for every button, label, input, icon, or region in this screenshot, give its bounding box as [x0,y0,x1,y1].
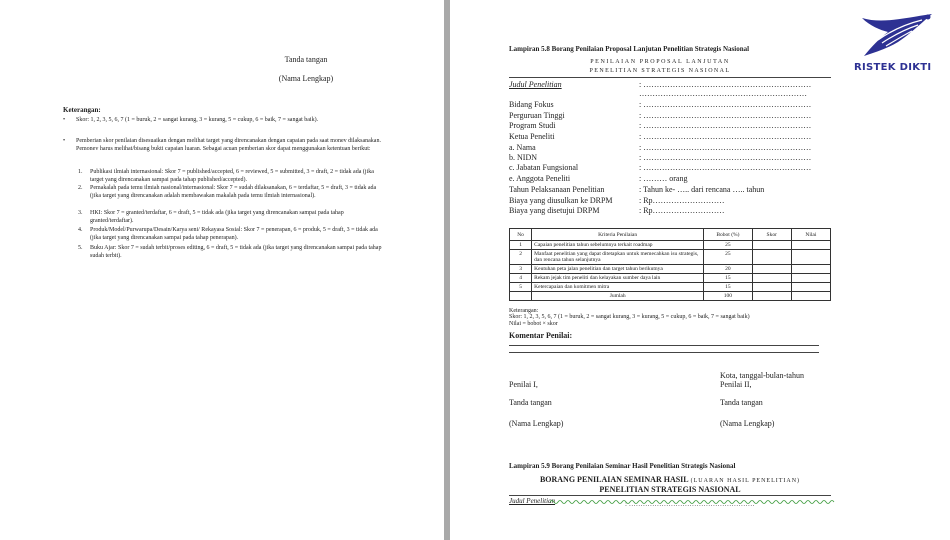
note-item: Pemberian skor penilaian disesuaikan dengan melihat target yang direncanakan dengan capaian pada saat monev dilaksanakan. Pemonev harus melihat/bisang bukti capaian luaran. Sebagai acuan pemberian skor dapat menggunakan ketentuan berikut: [76,138,381,152]
form-title-line-1: PENILAIAN PROPOSAL LANJUTAN [590,59,730,65]
cell-empty [752,292,791,301]
table-header-row [510,229,831,241]
sub-note-item: HKI: Skor 7 = granted/terdaftar, 6 = draft, 5 = tidak ada (jika target yang direncanakan sampai pada tahap granted/terdaftar). [90,210,344,224]
table-row [510,265,831,274]
reviewer-2-signature: Tanda tangan [720,398,763,407]
divider [509,77,831,78]
cell-empty [510,292,532,301]
column-header-skor: Skor [752,229,791,241]
cell-kriteria: Rekam jejak tim peneliti dan kelayakan sumber daya lain [532,274,704,283]
field-biaya-disetujui: Biaya yang disetujui DRPM : Rp……………………… [509,206,725,215]
sub-note-item: Buku Ajar: Skor 7 = sudah terbit/proses editing, 6 = draft, 5 = tidak ada (jika target yang direncanakan sampai pada tahap sudah terbit). [90,245,382,259]
field-judul-continued: ……………………………………………………… [639,89,807,98]
cell-nilai[interactable] [791,274,830,283]
cell-nilai[interactable] [791,265,830,274]
reviewer-1-name: (Nama Lengkap) [509,419,564,428]
table-row [510,241,831,250]
column-header-no: No [510,229,532,241]
table-row [510,283,831,292]
list-number: 1. [78,169,83,175]
name-label: (Nama Lengkap) [278,74,334,83]
cell-nilai[interactable] [791,250,830,265]
document-page-right [450,0,950,540]
cell-bobot: 15 [704,283,753,292]
city-date: Kota, tanggal-bulan-tahun [720,371,804,380]
field-program-studi: Program Studi : ……………………………………………………… [509,121,812,130]
sub-note-item: Publikasi ilmiah internasional: Skor 7 = published/accepted, 6 = reviewed, 5 = submitted, 3 = draft, 2 = tidak ada (jika target yang direncanakan sampai pada tahap published/accepted). [90,169,374,183]
comment-line[interactable] [509,345,819,346]
ristek-dikti-logo-icon [858,10,936,62]
cell-nilai[interactable] [791,241,830,250]
cell-skor[interactable] [752,250,791,265]
appendix-5-9-title: Lampiran 5.9 Borang Penilaian Seminar Hasil Penelitian Strategis Nasional [509,462,736,470]
cell-bobot: 20 [704,265,753,274]
field-bidang-fokus: Bidang Fokus : ……………………………………………………… [509,100,812,109]
list-number: 5. [78,245,83,251]
cell-no: 3 [510,265,532,274]
table-row [510,274,831,283]
form59-field-label: Judul Penelitian [509,497,556,505]
cell-no: 5 [510,283,532,292]
signature-label: Tanda tangan [284,55,328,64]
field-nidn: b. NIDN : ……………………………………………………… [509,153,812,162]
table-row [510,250,831,265]
cell-empty [791,292,830,301]
sub-note-item: Pemakalah pada temu ilmiah nasional/internasional: Skor 7 = sudah dilaksanakan, 6 = terdaftar, 5 = draft, 3 = tidak ada (jika target yang direncanakan adalah membawakan makalah pada temu ilmiah internasional). [90,185,377,199]
appendix-5-8-title: Lampiran 5.8 Borang Penilaian Proposal Lanjutan Penelitian Strategis Nasional [509,45,750,53]
table-notes-title: Keterangan: [509,308,539,314]
reviewer-2-name: (Nama Lengkap) [720,419,775,428]
spellcheck-underline-icon [550,499,840,505]
field-ketua-peneliti: Ketua Peneliti : ……………………………………………………… [509,132,812,141]
cell-no: 4 [510,274,532,283]
table-total-row [510,292,831,301]
list-number: 3. [78,210,83,216]
field-biaya-diusulkan: Biaya yang diusulkan ke DRPM : Rp……………………… [509,196,725,205]
sub-note-item: Produk/Model/Purwarupa/Desain/Karya seni/ Rekayasa Sosial: Skor 7 = penerapan, 6 = produk, 5 = draft, 3 = tidak ada (jika target yang direncanakan sampai pada tahap penerapan). [90,227,378,241]
cell-skor[interactable] [752,241,791,250]
form59-title-line-1: BORANG PENILAIAN SEMINAR HASIL (LUARAN HASIL PENELITIAN) [539,475,801,484]
cell-bobot: 25 [704,250,753,265]
form59-field-value: : ……………………………………………… [625,500,755,508]
field-judul: Judul Penelitian : ……………………………………………………… [509,80,812,89]
reviewer-1-label: Penilai I, [509,380,538,389]
comment-label: Komentar Penilai: [509,331,573,340]
cell-skor[interactable] [752,274,791,283]
cell-kriteria: Manfaat penelitian yang dapat ditetapkan untuk memecahkan isu strategis, dan rencana tahun selanjutnya [532,250,704,265]
bullet-icon: • [63,117,66,123]
cell-no: 2 [510,250,532,265]
column-header-kriteria: Kriteria Penilaian [532,229,704,241]
bullet-icon: • [63,138,66,144]
cell-no: 1 [510,241,532,250]
cell-kriteria: Keutuhan peta jalan penelitian dan target tahun berikutnya [532,265,704,274]
cell-skor[interactable] [752,265,791,274]
column-header-bobot: Bobot (%) [704,229,753,241]
cell-kriteria: Capaian penelitian tahun sebelumnya terkait roadmap [532,241,704,250]
score-note: Skor: 1, 2, 3, 5, 6, 7 (1 = buruk, 2 = sangat kurang, 3 = kurang, 5 = cukup, 6 = baik, 7 = sangat baik) [509,314,750,320]
form-title-line-2: PENELITIAN STRATEGIS NASIONAL [589,68,731,74]
field-anggota-peneliti: e. Anggota Peneliti : ……… orang [509,174,688,183]
cell-bobot: 25 [704,241,753,250]
criteria-table [509,228,831,301]
document-page-left [0,0,444,540]
value-note: Nilai = bobot × skor [509,321,558,327]
field-jabatan-fungsional: c. Jabatan Fungsional : ……………………………………………………… [509,163,812,172]
field-perguruan-tinggi: Perguruan Tinggi : ……………………………………………………… [509,111,812,120]
field-nama: a. Nama : ……………………………………………………… [509,143,812,152]
form59-title-line-2: PENELITIAN STRATEGIS NASIONAL [599,485,741,494]
note-item: Skor: 1, 2, 3, 5, 6, 7 (1 = buruk, 2 = sangat kurang, 3 = kurang, 5 = cukup, 6 = baik, 7 = sangat baik). [76,117,319,123]
column-header-nilai: Nilai [791,229,830,241]
total-label: Jumlah [532,292,704,301]
reviewer-2-label: Penilai II, [720,380,752,389]
cell-bobot: 15 [704,274,753,283]
list-number: 2. [78,185,83,191]
cell-skor[interactable] [752,283,791,292]
reviewer-1-signature: Tanda tangan [509,398,552,407]
list-number: 4. [78,227,83,233]
total-value: 100 [704,292,753,301]
comment-line[interactable] [509,352,819,353]
cell-kriteria: Ketercapaian dan komitmen mitra [532,283,704,292]
cell-nilai[interactable] [791,283,830,292]
logo-text: RISTEK DIKTI [854,62,932,73]
divider [509,495,831,496]
field-tahun-pelaksanaan: Tahun Pelaksanaan Penelitian : Tahun ke- ….. dari rencana ….. tahun [509,185,765,194]
notes-title: Keterangan: [63,106,101,114]
